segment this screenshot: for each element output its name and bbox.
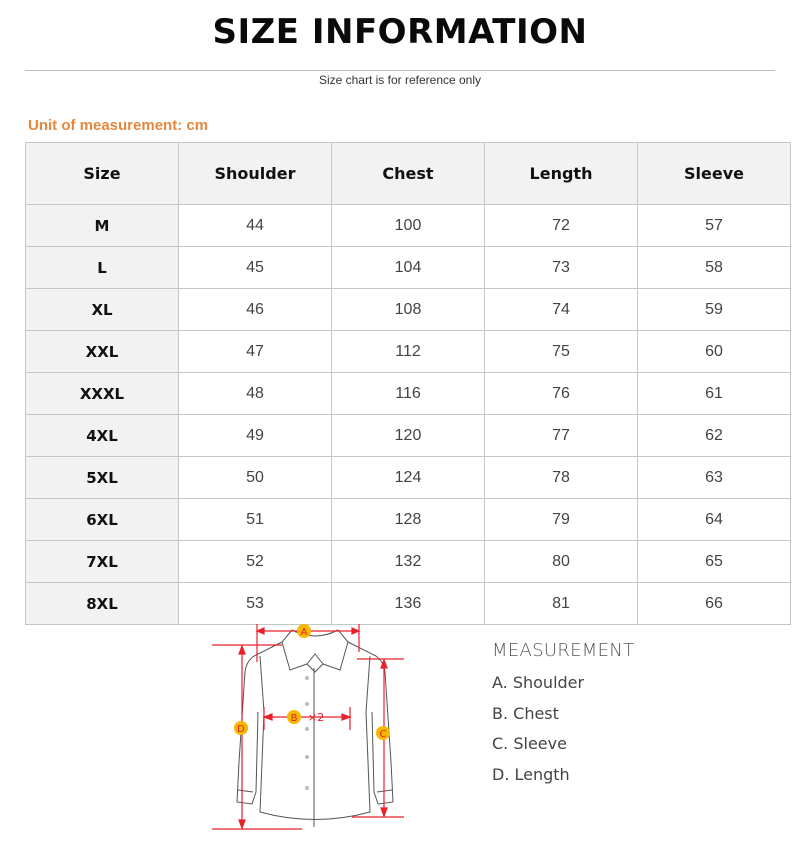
sleeve-cell: 66 [638, 583, 791, 625]
sleeve-cell: 62 [638, 415, 791, 457]
length-cell: 73 [485, 247, 638, 289]
table-row [26, 415, 791, 457]
size-cell: XXXL [26, 373, 179, 415]
chest-multiplier: ×2 [307, 711, 325, 724]
size-cell: 4XL [26, 415, 179, 457]
table-row [26, 541, 791, 583]
table-row [26, 289, 791, 331]
measurement-legend [492, 640, 634, 795]
shoulder-cell: 47 [179, 331, 332, 373]
marker-d: D [237, 724, 245, 735]
length-cell: 75 [485, 331, 638, 373]
page-title: SIZE INFORMATION [212, 12, 588, 52]
size-cell: 6XL [26, 499, 179, 541]
size-cell: M [26, 205, 179, 247]
table-row [26, 205, 791, 247]
table-row [26, 373, 791, 415]
shoulder-cell: 53 [179, 583, 332, 625]
chest-cell: 108 [332, 289, 485, 331]
shoulder-cell: 45 [179, 247, 332, 289]
length-cell: 81 [485, 583, 638, 625]
column-header-shoulder: Shoulder [179, 143, 332, 205]
length-cell: 74 [485, 289, 638, 331]
legend-item-sleeve: C. Sleeve [492, 734, 567, 753]
sleeve-cell: 60 [638, 331, 791, 373]
size-cell: 5XL [26, 457, 179, 499]
chest-cell: 112 [332, 331, 485, 373]
subtitle: Size chart is for reference only [318, 73, 482, 87]
title-divider [25, 70, 775, 71]
shirt-measurement-diagram [212, 612, 418, 834]
shoulder-cell: 44 [179, 205, 332, 247]
table-header-row [26, 143, 791, 205]
column-header-chest: Chest [332, 143, 485, 205]
chest-cell: 128 [332, 499, 485, 541]
marker-a: A [300, 627, 308, 638]
legend-item-shoulder: A. Shoulder [492, 673, 585, 692]
sleeve-cell: 59 [638, 289, 791, 331]
sleeve-cell: 57 [638, 205, 791, 247]
shoulder-cell: 52 [179, 541, 332, 583]
size-cell: 8XL [26, 583, 179, 625]
legend-item-length: D. Length [492, 764, 570, 784]
table-row [26, 499, 791, 541]
legend-title: MEASUREMENT [492, 640, 635, 661]
chest-cell: 136 [332, 583, 485, 625]
chest-cell: 116 [332, 373, 485, 415]
size-table [25, 142, 791, 625]
shoulder-cell: 50 [179, 457, 332, 499]
column-header-length: Length [485, 143, 638, 205]
legend-item-chest: B. Chest [492, 703, 559, 723]
shirt-icon [212, 612, 418, 834]
sleeve-cell: 61 [638, 373, 791, 415]
shoulder-cell: 46 [179, 289, 332, 331]
length-cell: 78 [485, 457, 638, 499]
length-cell: 79 [485, 499, 638, 541]
size-cell: XXL [26, 331, 179, 373]
sleeve-cell: 64 [638, 499, 791, 541]
size-cell: 7XL [26, 541, 179, 583]
chest-cell: 124 [332, 457, 485, 499]
shoulder-cell: 49 [179, 415, 332, 457]
chest-cell: 100 [332, 205, 485, 247]
unit-label: Unit of measurement: cm [28, 117, 209, 134]
length-cell: 72 [485, 205, 638, 247]
sleeve-cell: 58 [638, 247, 791, 289]
column-header-size: Size [26, 143, 179, 205]
sleeve-cell: 63 [638, 457, 791, 499]
table-row [26, 331, 791, 373]
table-row [26, 457, 791, 499]
sleeve-cell: 65 [638, 541, 791, 583]
length-cell: 77 [485, 415, 638, 457]
marker-c: C [379, 729, 387, 740]
size-cell: L [26, 247, 179, 289]
length-cell: 80 [485, 541, 638, 583]
length-cell: 76 [485, 373, 638, 415]
column-header-sleeve: Sleeve [638, 143, 791, 205]
table-row [26, 247, 791, 289]
shoulder-cell: 48 [179, 373, 332, 415]
marker-b: B [290, 713, 298, 724]
size-cell: XL [26, 289, 179, 331]
chest-cell: 132 [332, 541, 485, 583]
chest-cell: 104 [332, 247, 485, 289]
chest-cell: 120 [332, 415, 485, 457]
shoulder-cell: 51 [179, 499, 332, 541]
